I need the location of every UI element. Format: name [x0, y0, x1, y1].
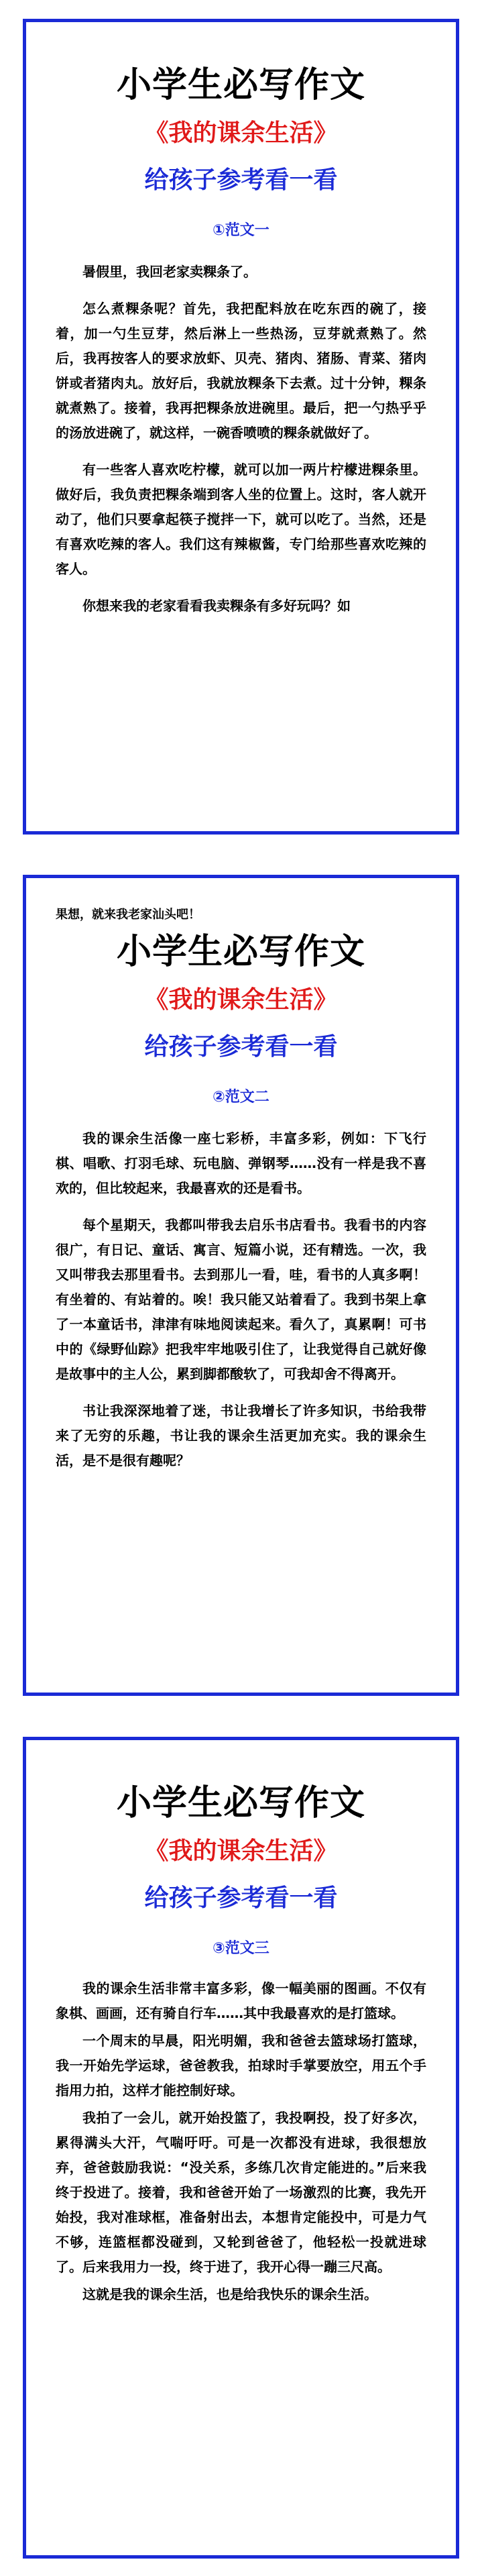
card-title: 小学生必写作文 — [116, 65, 365, 105]
card-title: 小学生必写作文 — [116, 1783, 365, 1823]
card-tagline: 给孩子参考看一看 — [144, 1033, 338, 1061]
paragraph: 书让我深深地着了迷，书让我增长了许多知识，书给我带来了无穷的乐趣，书让我的课余生活更加充实。我的课余生活，是不是很有趣呢？ — [56, 1403, 426, 1468]
carryover-text: 果想，就来我老家汕头吧！ — [56, 908, 200, 922]
sample-label: ①范文一 — [213, 222, 269, 239]
card-subtitle: 《我的课余生活》 — [144, 119, 338, 147]
card-subtitle: 《我的课余生活》 — [144, 1837, 338, 1865]
paragraph: 每个星期天，我都叫带我去启乐书店看书。我看书的内容很广，有日记、童话、寓言、短篇小说，还有精选。一次，我又叫带我去那里看书。去到那儿一看，哇，看书的人真多啊！有坐着的、有站着的。唉！我只能又站着看了。我到书架上拿了一本童话书，津津有味地阅读起来。看久了，真累啊！可书中的《绿野仙踪》把我牢牢地吸引住了，让我觉得自己就好像是故事中的主人公，累到脚都酸软了，可我却舍不得离开。 — [56, 1217, 426, 1382]
paragraph: 暑假里，我回老家卖粿条了。 — [82, 264, 257, 280]
paragraph: 你想来我的老家看看我卖粿条有多好玩吗？如 — [82, 598, 351, 614]
article-card-2 — [23, 875, 459, 1696]
paragraph: 我的课余生活非常丰富多彩，像一幅美丽的图画。不仅有象棋、画画，还有骑自行车……其中我最喜欢的是打篮球。 — [56, 1980, 426, 2021]
card-tagline: 给孩子参考看一看 — [144, 166, 338, 194]
paragraph: 我拍了一会儿，就开始投篮了，我投啊投，投了好多次，累得满头大汗，气喘吁吁。可是一次都没有进球，我很想放弃，爸爸鼓励我说：“没关系，多练几次肯定能进的。”后来我终于投进了。接着，我和爸爸开始了一场激烈的比赛，我先开始投，我对准球框，准备射出去，本想肯定能投中，可是力气不够，连篮框都没碰到，又轮到爸爸了，他轻松一投就进球了。后来我用力一投，终于进了，我开心得一蹦三尺高。 — [56, 2110, 426, 2275]
sample-label: ③范文三 — [213, 1940, 269, 1957]
article-card-3 — [23, 1737, 459, 2559]
paragraph: 我的课余生活像一座七彩桥，丰富多彩，例如：下飞行棋、唱歌、打羽毛球、玩电脑、弹钢琴……没有一样是我不喜欢的，但比较起来，我最喜欢的还是看书。 — [56, 1130, 426, 1196]
paragraph: 一个周末的早晨，阳光明媚，我和爸爸去篮球场打篮球，我一开始先学运球，爸爸教我，拍球时手掌要放空，用五个手指用力拍，这样才能控制好球。 — [56, 2033, 426, 2098]
article-card-1 — [23, 19, 459, 835]
card-subtitle: 《我的课余生活》 — [144, 986, 338, 1014]
card-title: 小学生必写作文 — [116, 932, 365, 972]
paragraph: 这就是我的课余生活，也是给我快乐的课余生活。 — [82, 2286, 377, 2302]
sample-label: ②范文二 — [213, 1089, 269, 1106]
paragraph: 怎么煮粿条呢？首先，我把配料放在吃东西的碗了，接着，加一勺生豆芽，然后淋上一些热汤，豆芽就煮熟了。然后，我再按客人的要求放虾、贝壳、猪肉、猪肠、青菜、猪肉饼或者猪肉丸。放好后，我就放粿条下去煮。过十分钟，粿条就煮熟了。接着，我再把粿条放进碗里。最后，把一勺热乎乎的汤放进碗了，就这样，一碗香喷喷的粿条就做好了。 — [56, 301, 426, 441]
card-tagline: 给孩子参考看一看 — [144, 1884, 338, 1912]
paragraph: 有一些客人喜欢吃柠檬，就可以加一两片柠檬进粿条里。做好后，我负责把粿条端到客人坐的位置上。这时，客人就开动了，他们只要拿起筷子搅拌一下，就可以吃了。当然，还是有喜欢吃辣的客人。我们这有辣椒酱，专门给那些喜欢吃辣的客人。 — [56, 462, 426, 577]
